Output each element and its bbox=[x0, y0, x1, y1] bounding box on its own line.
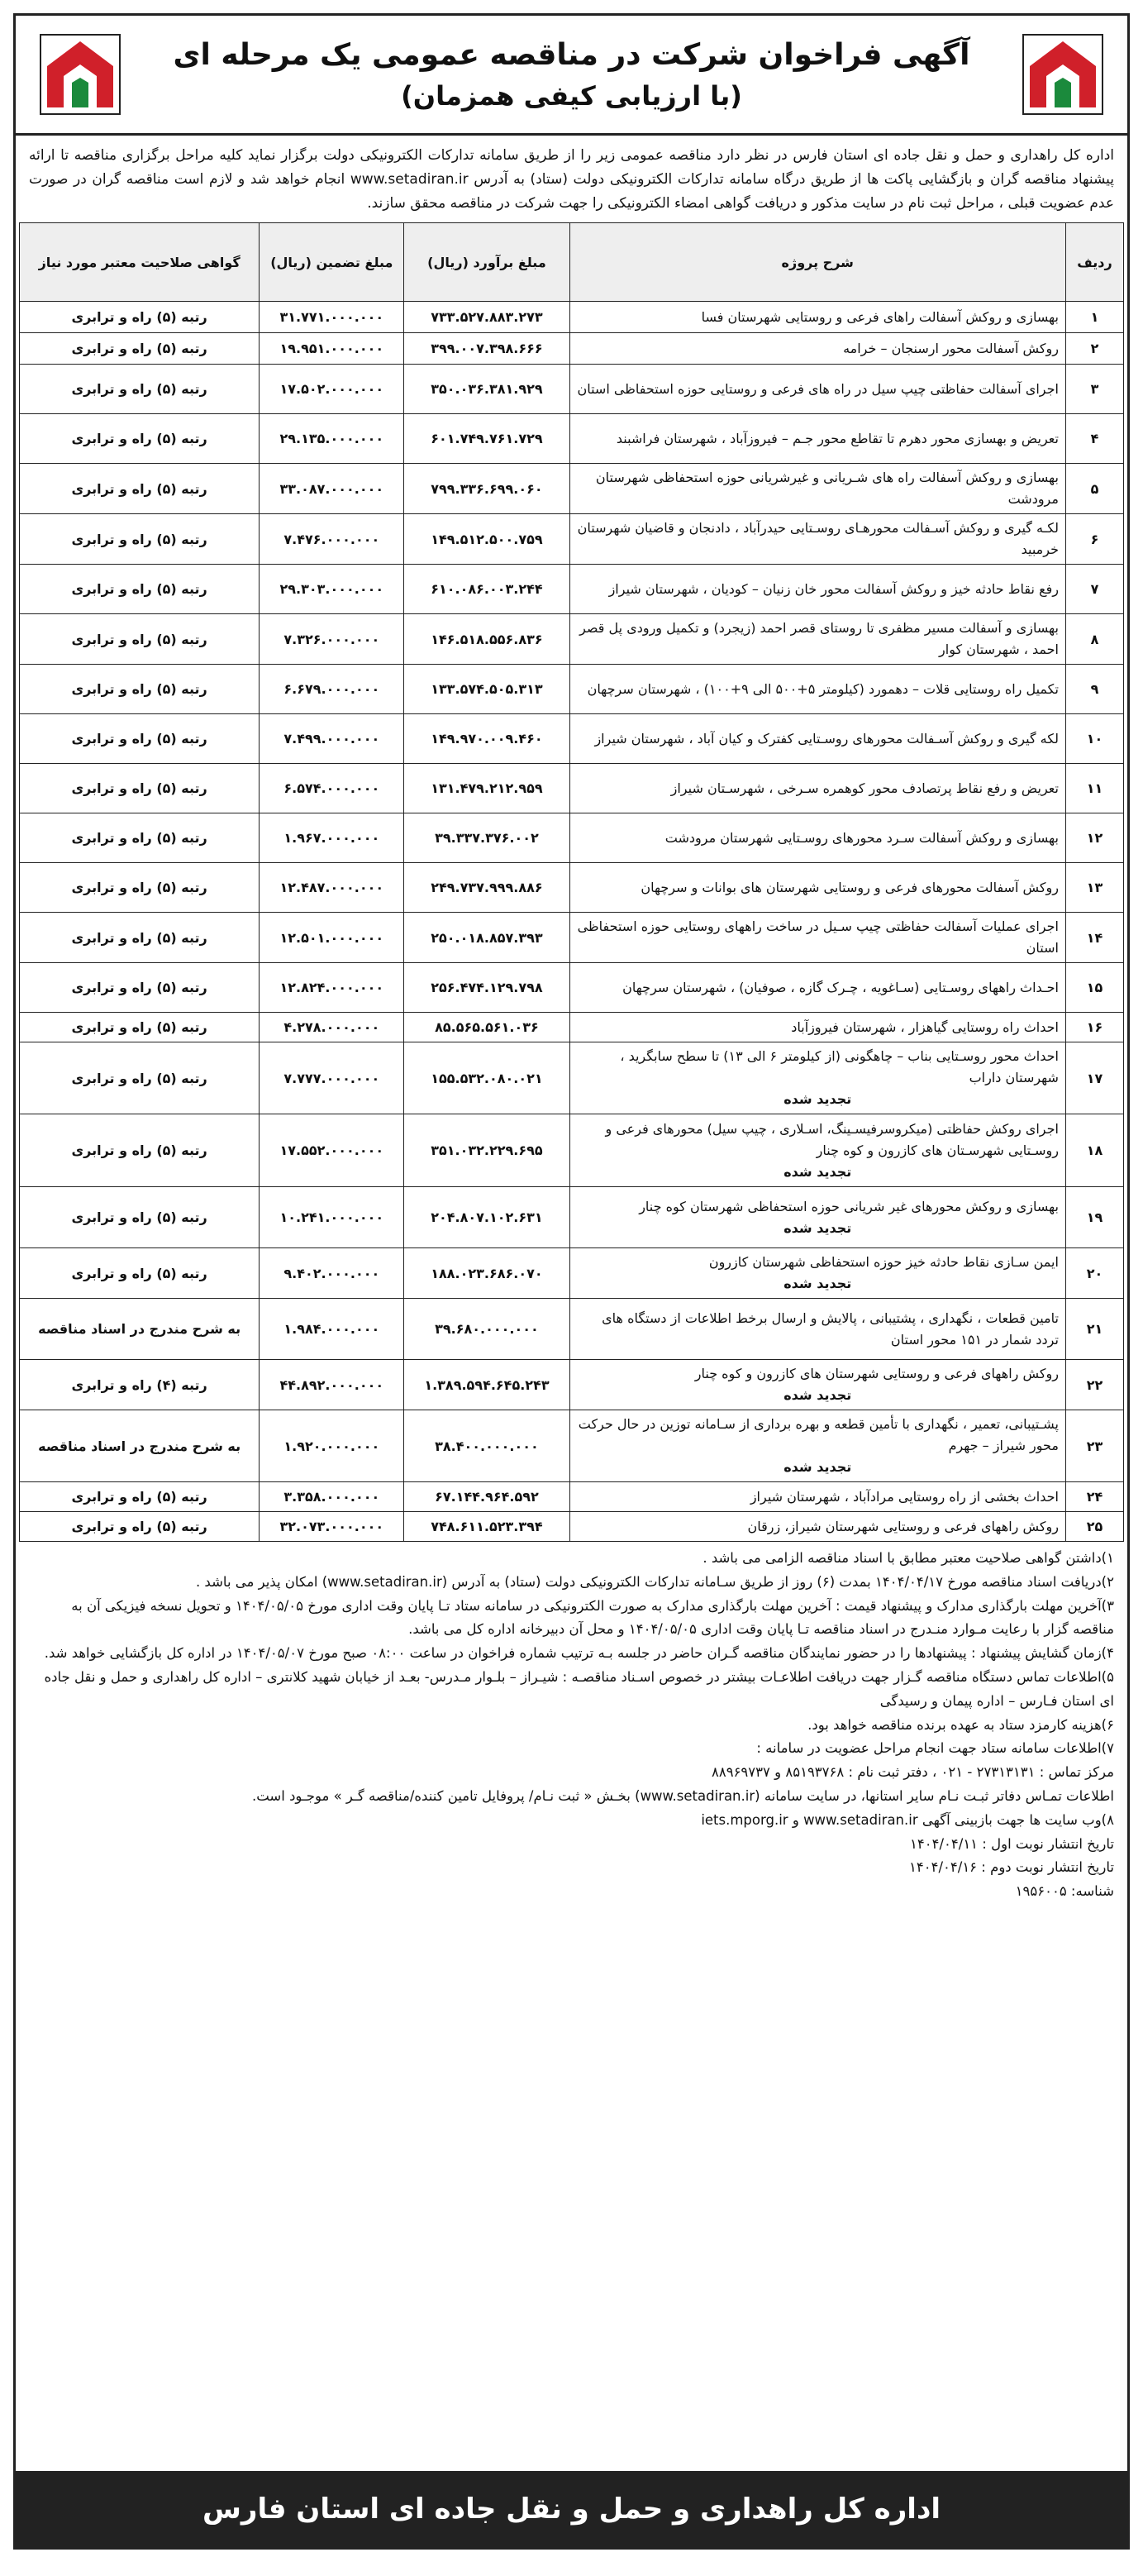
project-description: روکش آسفالت محور ارسنجان – خرامه bbox=[843, 340, 1059, 356]
row-number-cell: ۲ bbox=[1065, 333, 1123, 365]
table-row bbox=[20, 913, 1124, 963]
guarantee-cell: ۱۹.۹۵۱.۰۰۰.۰۰۰ bbox=[260, 333, 404, 365]
description-cell bbox=[569, 1114, 1065, 1187]
table-row bbox=[20, 963, 1124, 1013]
guarantee-cell: ۱.۹۲۰.۰۰۰.۰۰۰ bbox=[260, 1410, 404, 1482]
rmto-logo-left-icon bbox=[39, 33, 121, 116]
table-row bbox=[20, 1360, 1124, 1410]
project-description: بهسازی و روکش آسفالت راهای فرعی و روستایی شهرستان فسا bbox=[701, 308, 1059, 325]
guarantee-cell: ۱۰.۲۴۱.۰۰۰.۰۰۰ bbox=[260, 1187, 404, 1248]
project-description: رفع نقاط حادثه خیز و روکش آسفالت محور خان زنیان – کودیان ، شهرستان شیراز bbox=[608, 580, 1059, 597]
project-description: احداث محور روسـتایی بناب – چاهگونی (از کیلومتر ۶ الی ۱۳) تا سطح سابگرید ، شهرستان داراب bbox=[620, 1048, 1059, 1085]
certificate-cell: رتبه (۵) راه و ترابری bbox=[20, 1187, 260, 1248]
estimate-cell: ۷۹۹.۳۳۶.۶۹۹.۰۶۰ bbox=[404, 464, 569, 514]
project-description: احداث راه روستایی گیاهزار ، شهرستان فیروزآباد bbox=[791, 1018, 1059, 1035]
certificate-cell: به شرح مندرج در اسناد مناقصه bbox=[20, 1299, 260, 1360]
row-number-cell: ۱۶ bbox=[1065, 1013, 1123, 1042]
description-cell bbox=[569, 365, 1065, 414]
description-cell bbox=[569, 665, 1065, 714]
row-number-cell: ۳ bbox=[1065, 365, 1123, 414]
row-number-cell: ۴ bbox=[1065, 414, 1123, 464]
table-row bbox=[20, 302, 1124, 333]
guarantee-cell: ۴.۲۷۸.۰۰۰.۰۰۰ bbox=[260, 1013, 404, 1042]
renewed-label: تجدید شده bbox=[783, 1276, 852, 1291]
project-description: تعریض و بهسازی محور دهرم تا تقاطع محور جـم – فیروزآباد ، شهرستان فراشبند bbox=[616, 430, 1059, 446]
page-title: آگهی فراخوان شرکت در مناقصه عمومی یک مرحله ای bbox=[173, 37, 970, 72]
certificate-cell: رتبه (۵) راه و ترابری bbox=[20, 863, 260, 913]
note-line: ۵)اطلاعات تماس دستگاه مناقصه گـزار جهت دریافت اطلاعـات بیشتر در خصوص اسـناد مناقصـه : شیـراز – بلـوار مـدرس- بعـد از خیابان شهید کلانتری – اداره کل راهداری و حمل و نقل جاده ای استان فـارس – اداره پیمان و رسیدگی bbox=[44, 1668, 1114, 1709]
estimate-cell: ۱۸۸.۰۲۳.۶۸۶.۰۷۰ bbox=[404, 1248, 569, 1299]
project-description: ایمن سـازی نقاط حادثه خیز حوزه استحفاظی شهرستان کازرون bbox=[708, 1254, 1059, 1270]
table-row bbox=[20, 1248, 1124, 1299]
row-number-cell: ۱۵ bbox=[1065, 963, 1123, 1013]
row-number-cell: ۱۸ bbox=[1065, 1114, 1123, 1187]
description-cell bbox=[569, 514, 1065, 565]
estimate-cell: ۱۴۹.۹۷۰.۰۰۹.۴۶۰ bbox=[404, 714, 569, 764]
advertisement-page bbox=[13, 13, 1130, 2550]
certificate-cell: رتبه (۵) راه و ترابری bbox=[20, 813, 260, 863]
guarantee-cell: ۴۴.۸۹۲.۰۰۰.۰۰۰ bbox=[260, 1360, 404, 1410]
guarantee-cell: ۱۷.۵۵۲.۰۰۰.۰۰۰ bbox=[260, 1114, 404, 1187]
description-cell bbox=[569, 1187, 1065, 1248]
estimate-cell: ۲۰۴.۸۰۷.۱۰۲.۶۳۱ bbox=[404, 1187, 569, 1248]
project-description: تامین قطعات ، نگهداری ، پشتیبانی ، پالایش و ارسال برخط اطلاعات از دستگاه های تردد شمار در ۱۵۱ محور استان bbox=[602, 1309, 1059, 1348]
table-row bbox=[20, 333, 1124, 365]
row-number-cell: ۱۳ bbox=[1065, 863, 1123, 913]
description-cell bbox=[569, 414, 1065, 464]
guarantee-cell: ۳۳.۰۸۷.۰۰۰.۰۰۰ bbox=[260, 464, 404, 514]
estimate-cell: ۱۵۵.۵۳۲.۰۸۰.۰۲۱ bbox=[404, 1042, 569, 1114]
note-line: تاریخ انتشار نوبت اول : ۱۴۰۴/۰۴/۱۱ bbox=[910, 1835, 1114, 1852]
table-row bbox=[20, 1187, 1124, 1248]
notes-section bbox=[16, 1542, 1127, 1904]
estimate-cell: ۳۹.۳۳۷.۳۷۶.۰۰۲ bbox=[404, 813, 569, 863]
estimate-cell: ۳۸.۴۰۰.۰۰۰.۰۰۰ bbox=[404, 1410, 569, 1482]
project-description: اجرای روکش حفاظتی (میکروسرفیسـینگ، اسـلاری ، چیپ سیل) محورهای فرعی و روسـتایی شهرسـتان های کازرون و کوه چنار bbox=[605, 1120, 1059, 1158]
table-row bbox=[20, 1482, 1124, 1512]
row-number-cell: ۱۷ bbox=[1065, 1042, 1123, 1114]
project-description: بهسازی و روکش آسفالت راه های شـریانی و غیرشریانی حوزه استحفاظی شهرستان مرودشت bbox=[595, 470, 1059, 507]
renewed-label: تجدید شده bbox=[783, 1219, 852, 1236]
col-header-description: شرح پروژه bbox=[569, 223, 1065, 302]
note-line: ۴)زمان گشایش پیشنهاد : پیشنهادها را در حضور نمایندگان مناقصه گـران حاضر در جلسه بـه ترتیب شماره فراخوان در ساعت ۰۸:۰۰ صبح مورخ ۱۴۰۴/۰۵/۰۷ در اداره کل بازگشایی خواهد شد. bbox=[44, 1645, 1114, 1662]
estimate-cell: ۶۰۱.۷۴۹.۷۶۱.۷۲۹ bbox=[404, 414, 569, 464]
description-cell bbox=[569, 1299, 1065, 1360]
note-line: تاریخ انتشار نوبت دوم : ۱۴۰۴/۰۴/۱۶ bbox=[909, 1859, 1114, 1876]
guarantee-cell: ۷.۳۲۶.۰۰۰.۰۰۰ bbox=[260, 614, 404, 665]
row-number-cell: ۲۱ bbox=[1065, 1299, 1123, 1360]
certificate-cell: رتبه (۵) راه و ترابری bbox=[20, 913, 260, 963]
table-body bbox=[20, 302, 1124, 1542]
header bbox=[16, 16, 1127, 136]
col-header-estimate: مبلغ برآورد (ریال) bbox=[404, 223, 569, 302]
row-number-cell: ۲۵ bbox=[1065, 1512, 1123, 1542]
project-description: لکه گیری و روکش آسـفالت محورهای روسـتایی کفترک و کیان آباد ، شهرستان شیراز bbox=[594, 730, 1059, 747]
row-number-cell: ۲۲ bbox=[1065, 1360, 1123, 1410]
description-cell bbox=[569, 1248, 1065, 1299]
certificate-cell: به شرح مندرج در اسناد مناقصه bbox=[20, 1410, 260, 1482]
note-line: ۳)آخرین مهلت بارگذاری مدارک و پیشنهاد قیمت : آخرین مهلت بارگذاری مدارک به صورت الکترونیکی در سامانه ستاد تـا پایان وقت اداری مورخ ۱۴۰۴/۰۵/۰۵ و تحویل نسخه فیزیکی آن به مناقصه گزار با رعایت مـوارد منـدرج در اسناد مناقصه تـا پایان وقت اداری ۱۴۰۴/۰۵/۰۵ و محل آن دبیرخانه اداره کل می باشد. bbox=[71, 1597, 1114, 1638]
row-number-cell: ۱۲ bbox=[1065, 813, 1123, 863]
table-row bbox=[20, 514, 1124, 565]
certificate-cell: رتبه (۵) راه و ترابری bbox=[20, 714, 260, 764]
certificate-cell: رتبه (۴) راه و ترابری bbox=[20, 1360, 260, 1410]
estimate-cell: ۸۵.۵۶۵.۵۶۱.۰۳۶ bbox=[404, 1013, 569, 1042]
table-row bbox=[20, 863, 1124, 913]
intro-paragraph: اداره کل راهداری و حمل و نقل جاده ای استان فارس در نظر دارد مناقصه عمومی زیر را از طریق سامانه تدارکات الکترونیکی دولت برگزار نماید کلیه مراحل برگزاری مناقصه تا ارائه پیشنهاد مناقصه گران و بازگشایی پاکت ها از طریق درگاه سامانه تدارکات الکترونیکی دولت (ستاد) به آدرس www.setadiran.ir انجام خواهد شد و لازم است مناقصه گران در صورت عدم عضویت قبلی ، مراحل ثبت نام در سایت مذکور و دریافت گواهی امضاء الکترونیکی را جهت شرکت در مناقصه محقق سازند. bbox=[29, 147, 1114, 212]
project-description: روکش راههای فرعی و روستایی شهرستان شیراز، زرقان bbox=[747, 1518, 1059, 1534]
project-description: تکمیل راه روستایی قلات – دهمورد (کیلومتر ۵+۵۰۰ الی ۹+۱۰۰) ، شهرستان سرچهان bbox=[587, 680, 1059, 697]
row-number-cell: ۹ bbox=[1065, 665, 1123, 714]
table-row bbox=[20, 764, 1124, 813]
note-line: شناسه: ۱۹۵۶۰۰۵ bbox=[1015, 1883, 1114, 1900]
renewed-label: تجدید شده bbox=[783, 1163, 852, 1180]
estimate-cell: ۱۴۹.۵۱۲.۵۰۰.۷۵۹ bbox=[404, 514, 569, 565]
description-cell bbox=[569, 963, 1065, 1013]
description-cell bbox=[569, 764, 1065, 813]
project-description: احـداث راههای روسـتایی (سـاغویه ، چـرک گازه ، صوفیان) ، شهرستان سرچهان bbox=[622, 979, 1059, 995]
estimate-cell: ۷۴۸.۶۱۱.۵۲۳.۳۹۴ bbox=[404, 1512, 569, 1542]
estimate-cell: ۳۵۱.۰۳۲.۲۲۹.۶۹۵ bbox=[404, 1114, 569, 1187]
description-cell bbox=[569, 1360, 1065, 1410]
note-line: ۷)اطلاعات سامانه ستاد جهت انجام مراحل عضویت در سامانه : bbox=[756, 1740, 1114, 1757]
project-description: اجرای آسفالت حفاظتی چیپ سیل در راه های فرعی و روستایی حوزه استحفاظی استان bbox=[577, 380, 1059, 397]
note-line: ۸)وب سایت ها جهت بازبینی آگهی www.setadiran.ir و iets.mporg.ir bbox=[701, 1811, 1114, 1828]
description-cell bbox=[569, 333, 1065, 365]
guarantee-cell: ۱۲.۴۸۷.۰۰۰.۰۰۰ bbox=[260, 863, 404, 913]
estimate-cell: ۳۵۰.۰۳۶.۳۸۱.۹۲۹ bbox=[404, 365, 569, 414]
note-line: اطلاعات تمـاس دفاتر ثبـت نـام سایر استانها، در سایت سامانه (www.setadiran.ir) بخـش « ثبت نـام/ پروفایل تامین کننده/مناقصه گـر » موجـود است. bbox=[251, 1787, 1114, 1804]
renewed-label: تجدید شده bbox=[783, 1459, 852, 1475]
project-description: احداث بخشی از راه روستایی مرادآباد ، شهرستان شیراز bbox=[750, 1488, 1059, 1505]
row-number-cell: ۲۰ bbox=[1065, 1248, 1123, 1299]
guarantee-cell: ۹.۴۰۲.۰۰۰.۰۰۰ bbox=[260, 1248, 404, 1299]
project-description: روکش آسفالت محورهای فرعی و روستایی شهرستان های بوانات و سرچهان bbox=[641, 879, 1059, 895]
description-cell bbox=[569, 1042, 1065, 1114]
note-line: ۶)هزینه کارمزد ستاد به عهده برنده مناقصه خواهد بود. bbox=[807, 1716, 1114, 1733]
project-description: بهسازی و آسفالت مسیر مظفری تا روستای قصر احمد (زیجرد) و تکمیل ورودی پل قصر احمد ، شهرستان کوار bbox=[579, 620, 1059, 657]
project-description: پشـتیبانی، تعمیر ، نگهداری با تأمین قطعه و بهره برداری از سـامانه توزین در حال حرکت محور شیراز – جهرم bbox=[578, 1416, 1059, 1453]
description-cell bbox=[569, 302, 1065, 333]
col-header-row-number: ردیف bbox=[1065, 223, 1123, 302]
description-cell bbox=[569, 913, 1065, 963]
col-header-certificate: گواهی صلاحیت معتبر مورد نیاز bbox=[20, 223, 260, 302]
description-cell bbox=[569, 813, 1065, 863]
certificate-cell: رتبه (۵) راه و ترابری bbox=[20, 963, 260, 1013]
certificate-cell: رتبه (۵) راه و ترابری bbox=[20, 764, 260, 813]
row-number-cell: ۲۳ bbox=[1065, 1410, 1123, 1482]
certificate-cell: رتبه (۵) راه و ترابری bbox=[20, 1482, 260, 1512]
guarantee-cell: ۱.۹۸۴.۰۰۰.۰۰۰ bbox=[260, 1299, 404, 1360]
guarantee-cell: ۳.۳۵۸.۰۰۰.۰۰۰ bbox=[260, 1482, 404, 1512]
guarantee-cell: ۶.۶۷۹.۰۰۰.۰۰۰ bbox=[260, 665, 404, 714]
renewed-label: تجدید شده bbox=[783, 1387, 852, 1403]
certificate-cell: رتبه (۵) راه و ترابری bbox=[20, 1512, 260, 1542]
guarantee-cell: ۲۹.۳۰۳.۰۰۰.۰۰۰ bbox=[260, 565, 404, 614]
footer-banner: اداره کل راهداری و حمل و نقل جاده ای استان فارس bbox=[16, 2471, 1127, 2547]
guarantee-cell: ۱.۹۶۷.۰۰۰.۰۰۰ bbox=[260, 813, 404, 863]
table-row bbox=[20, 665, 1124, 714]
guarantee-cell: ۲۹.۱۳۵.۰۰۰.۰۰۰ bbox=[260, 414, 404, 464]
certificate-cell: رتبه (۵) راه و ترابری bbox=[20, 665, 260, 714]
table-row bbox=[20, 1013, 1124, 1042]
certificate-cell: رتبه (۵) راه و ترابری bbox=[20, 514, 260, 565]
estimate-cell: ۱۳۱.۴۷۹.۲۱۲.۹۵۹ bbox=[404, 764, 569, 813]
table-row bbox=[20, 1410, 1124, 1482]
table-row bbox=[20, 714, 1124, 764]
project-description: تعریض و رفع نقاط پرتصادف محور کوهمره سـرخی ، شهرسـتان شیراز bbox=[670, 780, 1059, 796]
certificate-cell: رتبه (۵) راه و ترابری bbox=[20, 614, 260, 665]
certificate-cell: رتبه (۵) راه و ترابری bbox=[20, 302, 260, 333]
estimate-cell: ۱.۳۸۹.۵۹۴.۶۴۵.۲۴۳ bbox=[404, 1360, 569, 1410]
certificate-cell: رتبه (۵) راه و ترابری bbox=[20, 414, 260, 464]
table-row bbox=[20, 1299, 1124, 1360]
guarantee-cell: ۳۲.۰۷۳.۰۰۰.۰۰۰ bbox=[260, 1512, 404, 1542]
row-number-cell: ۵ bbox=[1065, 464, 1123, 514]
description-cell bbox=[569, 614, 1065, 665]
table-row bbox=[20, 365, 1124, 414]
guarantee-cell: ۷.۴۹۹.۰۰۰.۰۰۰ bbox=[260, 714, 404, 764]
row-number-cell: ۱۰ bbox=[1065, 714, 1123, 764]
note-line: مرکز تماس : ۲۷۳۱۳۱۳۱ - ۰۲۱ ، دفتر ثبت نام : ۸۵۱۹۳۷۶۸ و ۸۸۹۶۹۷۳۷ bbox=[711, 1764, 1114, 1781]
description-cell bbox=[569, 1410, 1065, 1482]
certificate-cell: رتبه (۵) راه و ترابری bbox=[20, 565, 260, 614]
row-number-cell: ۷ bbox=[1065, 565, 1123, 614]
row-number-cell: ۱۱ bbox=[1065, 764, 1123, 813]
estimate-cell: ۲۵۰.۰۱۸.۸۵۷.۳۹۳ bbox=[404, 913, 569, 963]
table-row bbox=[20, 813, 1124, 863]
title-block bbox=[121, 38, 1022, 112]
tender-table-wrap bbox=[16, 222, 1127, 1542]
guarantee-cell: ۱۲.۸۲۴.۰۰۰.۰۰۰ bbox=[260, 963, 404, 1013]
certificate-cell: رتبه (۵) راه و ترابری bbox=[20, 464, 260, 514]
row-number-cell: ۱۹ bbox=[1065, 1187, 1123, 1248]
table-header-row bbox=[20, 223, 1124, 302]
table-row bbox=[20, 614, 1124, 665]
table-row bbox=[20, 565, 1124, 614]
estimate-cell: ۳۹۹.۰۰۷.۳۹۸.۶۶۶ bbox=[404, 333, 569, 365]
estimate-cell: ۲۴۹.۷۳۷.۹۹۹.۸۸۶ bbox=[404, 863, 569, 913]
estimate-cell: ۲۵۶.۴۷۴.۱۲۹.۷۹۸ bbox=[404, 963, 569, 1013]
note-line: ۱)داشتن گواهی صلاحیت معتبر مطابق با اسناد مناقصه الزامی می باشد . bbox=[702, 1550, 1114, 1566]
rmto-logo-right-icon bbox=[1022, 33, 1104, 116]
description-cell bbox=[569, 1482, 1065, 1512]
guarantee-cell: ۱۲.۵۰۱.۰۰۰.۰۰۰ bbox=[260, 913, 404, 963]
description-cell bbox=[569, 464, 1065, 514]
note-line: ۲)دریافت اسناد مناقصه مورخ ۱۴۰۴/۰۴/۱۷ بمدت (۶) روز از طریق سـامانه تدارکات الکترونیکی دولت (ستاد) به آدرس (www.setadiran.ir) امکان پذیر می باشد . bbox=[195, 1573, 1114, 1590]
tender-table bbox=[19, 222, 1124, 1542]
estimate-cell: ۶۱۰.۰۸۶.۰۰۳.۲۴۴ bbox=[404, 565, 569, 614]
row-number-cell: ۲۴ bbox=[1065, 1482, 1123, 1512]
certificate-cell: رتبه (۵) راه و ترابری bbox=[20, 1042, 260, 1114]
page-subtitle: (با ارزیابی کیفی همزمان) bbox=[401, 79, 742, 112]
guarantee-cell: ۱۷.۵۰۲.۰۰۰.۰۰۰ bbox=[260, 365, 404, 414]
table-row bbox=[20, 1042, 1124, 1114]
estimate-cell: ۶۷.۱۴۴.۹۶۴.۵۹۲ bbox=[404, 1482, 569, 1512]
project-description: اجرای عملیات آسفالت حفاظتی چیپ سـیل در ساخت راههای روستایی حوزه استحفاظی استان bbox=[577, 918, 1059, 956]
description-cell bbox=[569, 863, 1065, 913]
project-description: بهسازی و روکش آسفالت سـرد محورهای روسـتایی شهرستان مرودشت bbox=[664, 829, 1059, 846]
description-cell bbox=[569, 1512, 1065, 1542]
row-number-cell: ۶ bbox=[1065, 514, 1123, 565]
guarantee-cell: ۳۱.۷۷۱.۰۰۰.۰۰۰ bbox=[260, 302, 404, 333]
guarantee-cell: ۶.۵۷۴.۰۰۰.۰۰۰ bbox=[260, 764, 404, 813]
table-row bbox=[20, 464, 1124, 514]
certificate-cell: رتبه (۵) راه و ترابری bbox=[20, 1013, 260, 1042]
renewed-label: تجدید شده bbox=[783, 1091, 852, 1107]
description-cell bbox=[569, 1013, 1065, 1042]
project-description: روکش راههای فرعی و روستایی شهرستان های کازرون و کوه چنار bbox=[694, 1366, 1059, 1381]
estimate-cell: ۷۳۳.۵۲۷.۸۸۳.۲۷۳ bbox=[404, 302, 569, 333]
row-number-cell: ۱۴ bbox=[1065, 913, 1123, 963]
col-header-guarantee: مبلغ تضمین (ریال) bbox=[260, 223, 404, 302]
certificate-cell: رتبه (۵) راه و ترابری bbox=[20, 333, 260, 365]
project-description: بهسازی و روکش محورهای غیر شریانی حوزه استحفاظی شهرستان کوه چنار bbox=[639, 1198, 1059, 1214]
certificate-cell: رتبه (۵) راه و ترابری bbox=[20, 1248, 260, 1299]
certificate-cell: رتبه (۵) راه و ترابری bbox=[20, 365, 260, 414]
project-description: لکـه گیری و روکش آسـفالت محورهـای روسـتایی حیدرآباد ، دادنجان و قاضیان شهرستان خرمبید bbox=[577, 520, 1059, 557]
estimate-cell: ۱۴۶.۵۱۸.۵۵۶.۸۳۶ bbox=[404, 614, 569, 665]
table-row bbox=[20, 1512, 1124, 1542]
row-number-cell: ۱ bbox=[1065, 302, 1123, 333]
description-cell bbox=[569, 565, 1065, 614]
guarantee-cell: ۷.۴۷۶.۰۰۰.۰۰۰ bbox=[260, 514, 404, 565]
description-cell bbox=[569, 714, 1065, 764]
certificate-cell: رتبه (۵) راه و ترابری bbox=[20, 1114, 260, 1187]
row-number-cell: ۸ bbox=[1065, 614, 1123, 665]
guarantee-cell: ۷.۷۷۷.۰۰۰.۰۰۰ bbox=[260, 1042, 404, 1114]
estimate-cell: ۱۳۳.۵۷۴.۵۰۵.۳۱۳ bbox=[404, 665, 569, 714]
table-row bbox=[20, 414, 1124, 464]
table-row bbox=[20, 1114, 1124, 1187]
estimate-cell: ۳۹.۶۸۰.۰۰۰.۰۰۰ bbox=[404, 1299, 569, 1360]
